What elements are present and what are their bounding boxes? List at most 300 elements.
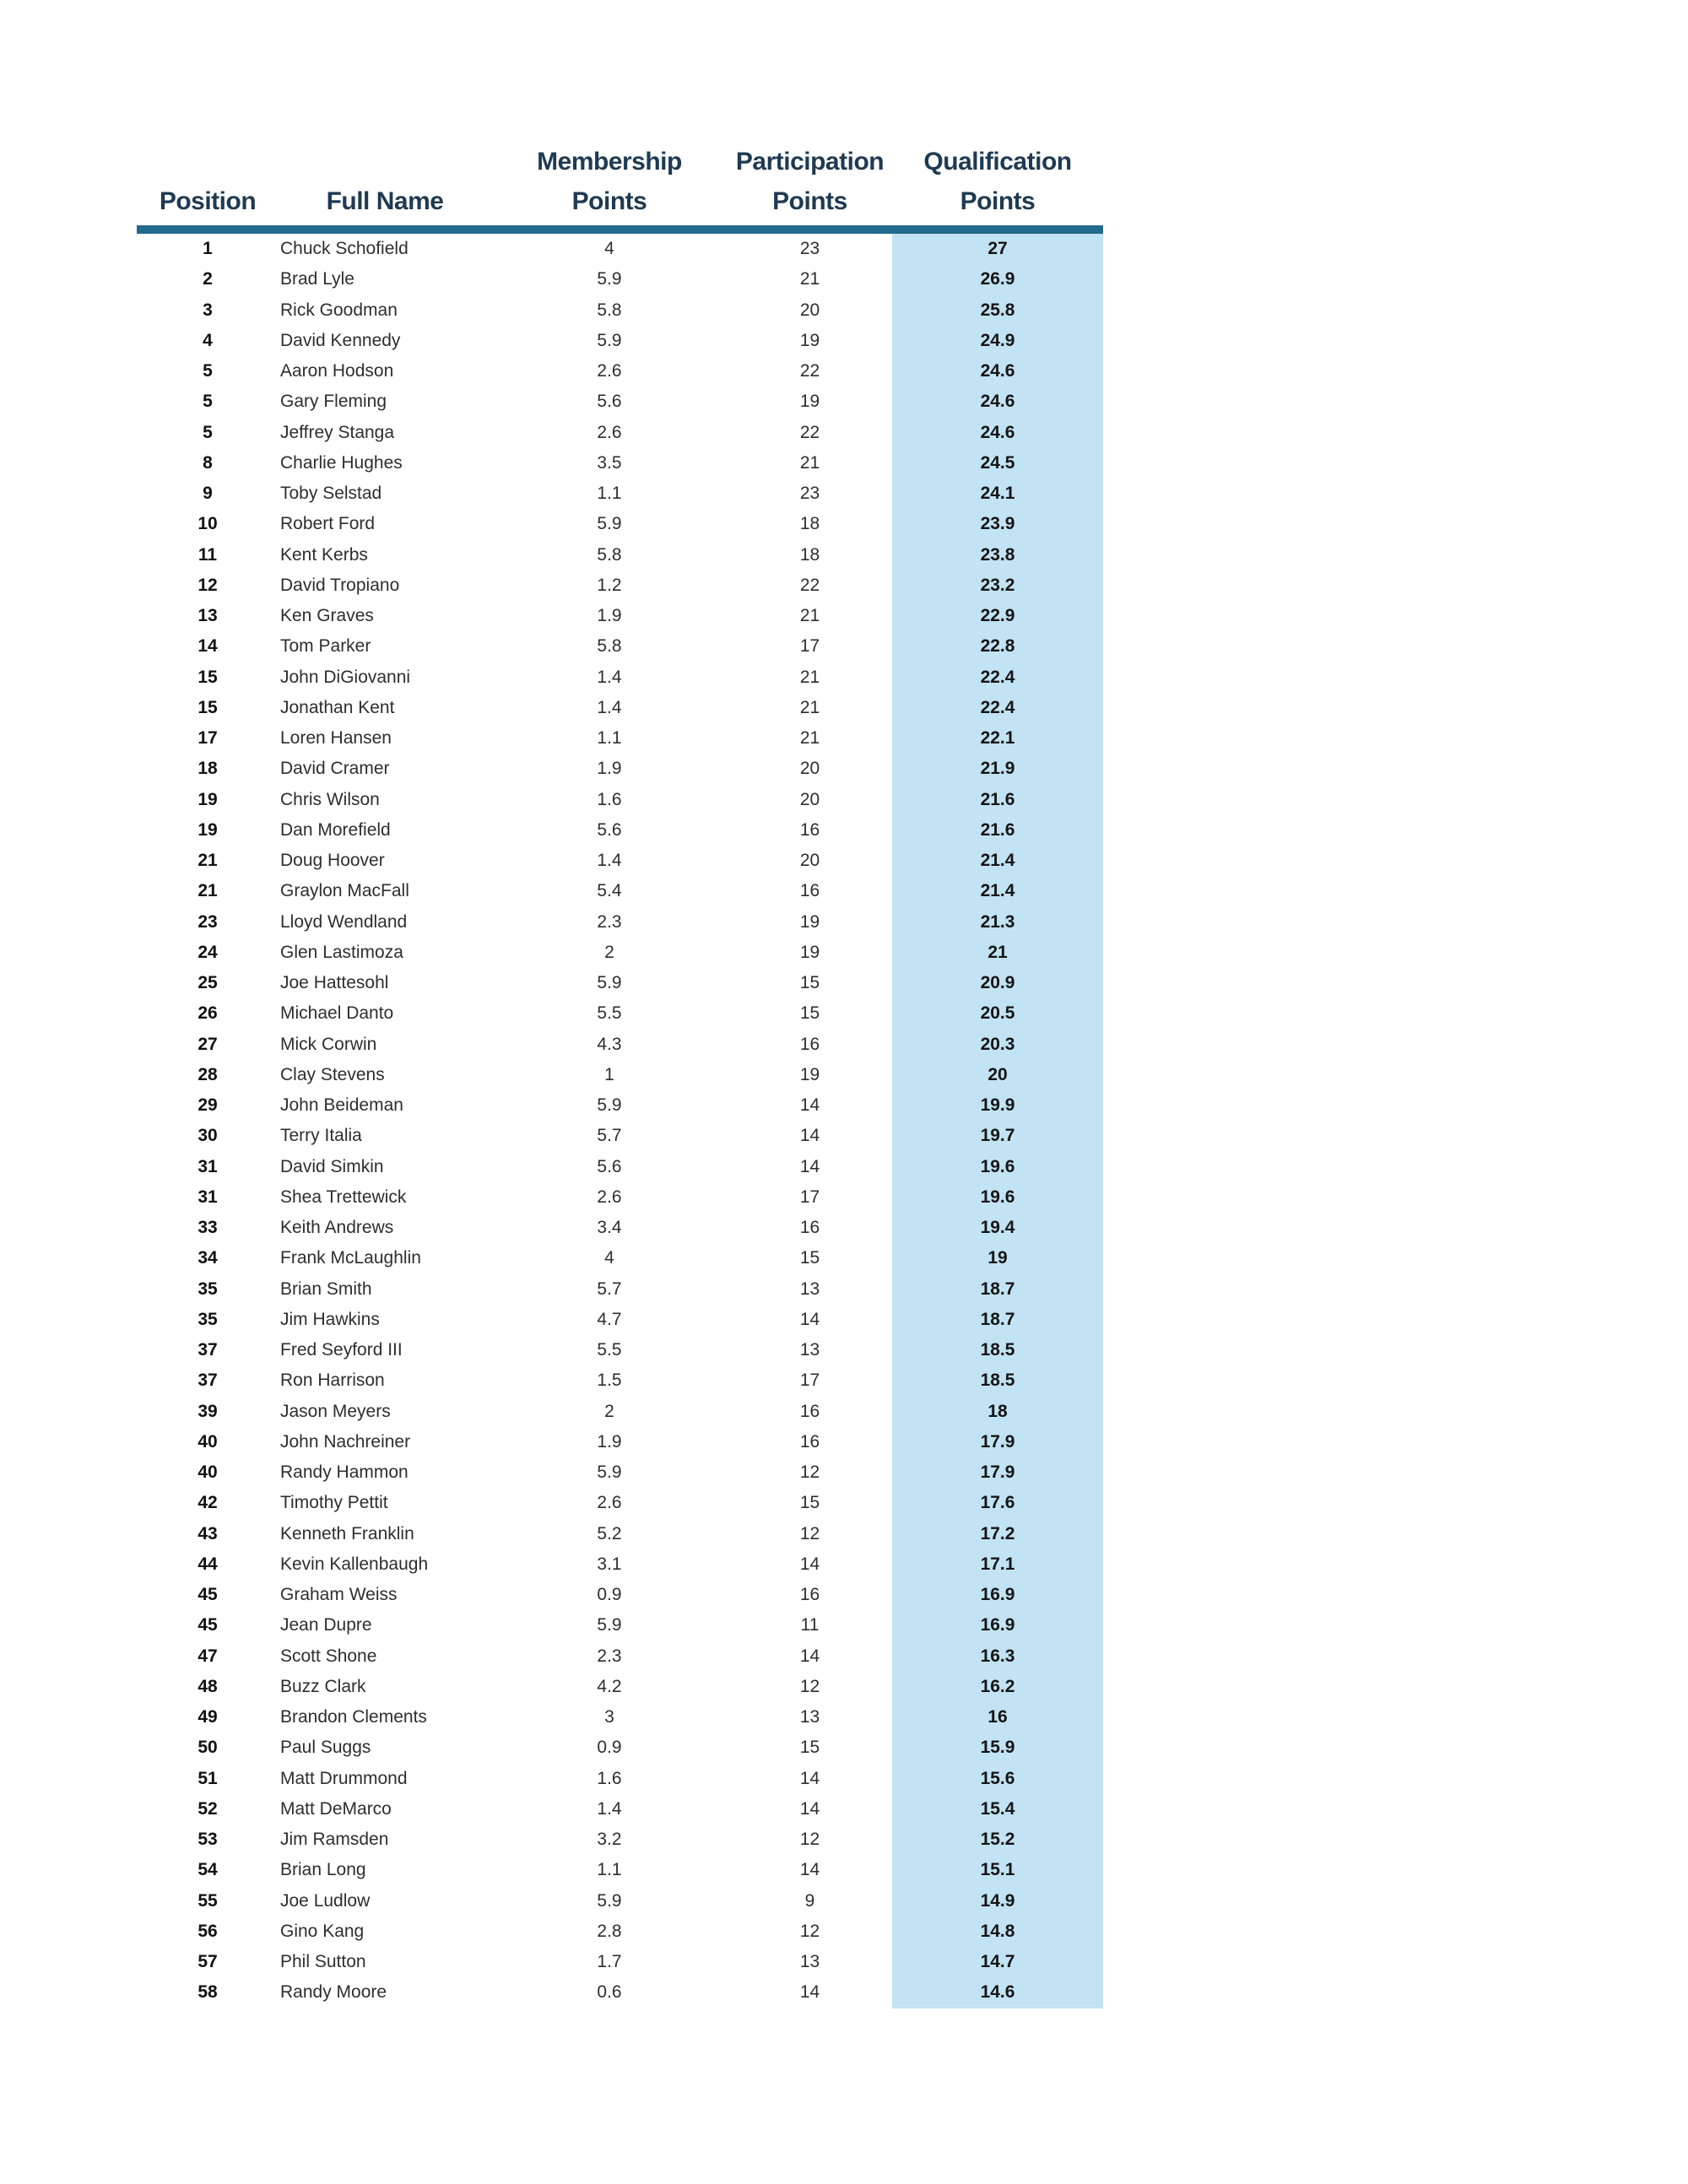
membership-points-cell: 5.5 <box>597 1340 622 1360</box>
full-name-cell: Clay Stevens <box>280 1064 385 1084</box>
full-name-cell: Joe Ludlow <box>280 1890 371 1911</box>
header-rule-bar <box>137 225 1103 234</box>
table-body <box>137 234 1103 2008</box>
full-name-cell: David Simkin <box>280 1156 384 1176</box>
table-row <box>137 234 1103 264</box>
participation-points-cell: 21 <box>799 452 820 473</box>
full-name-cell: Scott Shone <box>280 1646 377 1666</box>
participation-points-cell: 20 <box>799 300 820 320</box>
table-row <box>137 264 1103 295</box>
qualification-points-cell: 20.5 <box>892 998 1103 1029</box>
table-row <box>137 1764 1103 1794</box>
full-name-cell: Lloyd Wendland <box>280 911 408 932</box>
full-name-cell: Dan Morefield <box>280 819 391 840</box>
table-row <box>137 938 1103 968</box>
qualification-points-cell: 18 <box>892 1397 1103 1427</box>
membership-points-cell: 1.9 <box>597 606 622 626</box>
table-row <box>137 1365 1103 1396</box>
position-cell: 52 <box>197 1798 218 1819</box>
full-name-cell: Robert Ford <box>280 514 376 534</box>
qualification-points-cell: 21 <box>892 938 1103 968</box>
column-header-participation-points <box>728 142 892 221</box>
table-row <box>137 1641 1103 1672</box>
participation-points-cell: 19 <box>799 911 820 932</box>
full-name-cell: Graylon MacFall <box>280 881 409 901</box>
qualification-points-cell: 14.7 <box>892 1947 1103 1977</box>
table-row <box>137 876 1103 906</box>
table-row <box>137 295 1103 326</box>
position-cell: 15 <box>197 667 218 687</box>
full-name-cell: Matt DeMarco <box>280 1798 392 1819</box>
qualification-points-cell: 16.9 <box>892 1580 1103 1610</box>
column-header-membership-points <box>491 142 728 221</box>
membership-points-cell: 4 <box>604 1248 614 1268</box>
membership-points-cell: 5.9 <box>597 1095 622 1116</box>
full-name-cell: Jim Hawkins <box>280 1309 380 1329</box>
participation-points-cell: 14 <box>799 1646 820 1666</box>
table-row <box>137 356 1103 387</box>
qualification-points-cell: 22.8 <box>892 631 1103 662</box>
qualification-points-cell: 18.5 <box>892 1365 1103 1396</box>
participation-points-cell: 12 <box>799 1462 820 1483</box>
membership-points-cell: 3 <box>604 1707 614 1727</box>
table-row <box>137 387 1103 417</box>
participation-points-cell: 19 <box>799 942 820 962</box>
participation-points-cell: 14 <box>799 1798 820 1819</box>
position-cell: 9 <box>203 484 213 504</box>
membership-points-cell: 2 <box>604 942 614 962</box>
table-row <box>137 1580 1103 1610</box>
qualification-points-cell: 22.1 <box>892 723 1103 754</box>
table-row <box>137 785 1103 815</box>
membership-points-cell: 5.6 <box>597 1156 622 1176</box>
participation-points-cell: 19 <box>799 392 820 412</box>
participation-points-cell: 14 <box>799 1768 820 1788</box>
membership-points-cell: 5.7 <box>597 1279 622 1299</box>
position-cell: 13 <box>197 606 218 626</box>
membership-points-cell: 1.7 <box>597 1952 622 1972</box>
membership-points-cell: 1.9 <box>597 759 622 779</box>
position-cell: 1 <box>203 239 213 259</box>
qualification-points-cell: 19.6 <box>892 1152 1103 1182</box>
membership-points-cell: 1.5 <box>597 1370 622 1391</box>
membership-points-cell: 1.1 <box>597 728 622 749</box>
table-header-row <box>137 142 1103 221</box>
full-name-cell: Jean Dupre <box>280 1615 372 1635</box>
participation-points-cell: 17 <box>799 636 820 657</box>
participation-points-cell: 19 <box>799 330 820 350</box>
full-name-cell: David Tropiano <box>280 575 400 595</box>
position-cell: 29 <box>197 1095 218 1116</box>
full-name-cell: David Cramer <box>280 759 390 779</box>
participation-points-cell: 20 <box>799 789 820 809</box>
participation-points-cell: 22 <box>799 575 820 595</box>
membership-points-cell: 5.9 <box>597 1890 622 1911</box>
position-cell: 48 <box>197 1676 218 1696</box>
position-cell: 27 <box>197 1034 218 1054</box>
position-cell: 55 <box>197 1890 218 1911</box>
qualification-points-cell: 17.9 <box>892 1457 1103 1488</box>
full-name-cell: Jason Meyers <box>280 1401 391 1421</box>
participation-points-cell: 14 <box>799 1126 820 1146</box>
table-row <box>137 326 1103 356</box>
qualification-points-cell: 24.6 <box>892 356 1103 387</box>
participation-points-cell: 14 <box>799 1309 820 1329</box>
qualification-points-cell: 23.9 <box>892 509 1103 539</box>
participation-points-cell: 14 <box>799 1982 820 2003</box>
header-line1: Qualification <box>923 148 1072 176</box>
full-name-cell: Kevin Kallenbaugh <box>280 1554 429 1574</box>
membership-points-cell: 1.4 <box>597 667 622 687</box>
membership-points-cell: 5.9 <box>597 973 622 993</box>
qualification-points-cell: 23.2 <box>892 570 1103 601</box>
qualification-points-cell: 17.6 <box>892 1488 1103 1518</box>
position-cell: 5 <box>203 361 213 381</box>
membership-points-cell: 0.9 <box>597 1738 622 1758</box>
membership-points-cell: 2.6 <box>597 1187 622 1207</box>
participation-points-cell: 15 <box>799 1738 820 1758</box>
full-name-cell: John Nachreiner <box>280 1431 411 1451</box>
position-cell: 45 <box>197 1615 218 1635</box>
table-row <box>137 601 1103 631</box>
position-cell: 47 <box>197 1646 218 1666</box>
participation-points-cell: 15 <box>799 973 820 993</box>
qualification-points-cell: 17.1 <box>892 1549 1103 1580</box>
table-row <box>137 907 1103 938</box>
table-row <box>137 846 1103 876</box>
participation-points-cell: 12 <box>799 1830 820 1850</box>
participation-points-cell: 16 <box>799 1034 820 1054</box>
position-cell: 40 <box>197 1462 218 1483</box>
full-name-cell: Timothy Pettit <box>280 1493 388 1513</box>
position-cell: 40 <box>197 1431 218 1451</box>
participation-points-cell: 19 <box>799 1064 820 1084</box>
membership-points-cell: 5.2 <box>597 1523 622 1543</box>
position-cell: 24 <box>197 942 218 962</box>
qualification-points-cell: 17.2 <box>892 1519 1103 1549</box>
membership-points-cell: 4.7 <box>597 1309 622 1329</box>
full-name-cell: Fred Seyford III <box>280 1340 403 1360</box>
full-name-cell: Tom Parker <box>280 636 371 657</box>
header-line2: Position <box>159 187 257 215</box>
header-line2: Points <box>960 187 1036 215</box>
position-cell: 30 <box>197 1126 218 1146</box>
qualification-points-cell: 19.9 <box>892 1090 1103 1121</box>
table-row <box>137 1610 1103 1641</box>
membership-points-cell: 2 <box>604 1401 614 1421</box>
membership-points-cell: 1.6 <box>597 789 622 809</box>
header-line1: Membership <box>537 148 682 176</box>
table-row <box>137 1305 1103 1335</box>
participation-points-cell: 13 <box>799 1279 820 1299</box>
qualification-points-cell: 21.4 <box>892 846 1103 876</box>
participation-points-cell: 14 <box>799 1554 820 1574</box>
table-row <box>137 1427 1103 1457</box>
table-row <box>137 1855 1103 1885</box>
full-name-cell: Aaron Hodson <box>280 361 394 381</box>
full-name-cell: Kent Kerbs <box>280 544 368 565</box>
position-cell: 25 <box>197 973 218 993</box>
membership-points-cell: 5.4 <box>597 881 622 901</box>
table-row <box>137 1733 1103 1763</box>
column-header-full-name <box>279 142 491 221</box>
membership-points-cell: 1.2 <box>597 575 622 595</box>
participation-points-cell: 12 <box>799 1921 820 1941</box>
qualification-points-cell: 16.2 <box>892 1672 1103 1702</box>
qualification-points-cell: 23.8 <box>892 540 1103 570</box>
full-name-cell: Frank McLaughlin <box>280 1248 421 1268</box>
table-row <box>137 693 1103 723</box>
position-cell: 57 <box>197 1952 218 1972</box>
participation-points-cell: 17 <box>799 1370 820 1391</box>
qualification-points-cell: 22.4 <box>892 693 1103 723</box>
table-row <box>137 1121 1103 1151</box>
position-cell: 17 <box>197 728 218 749</box>
participation-points-cell: 21 <box>799 606 820 626</box>
position-cell: 15 <box>197 697 218 717</box>
membership-points-cell: 0.9 <box>597 1585 622 1605</box>
participation-points-cell: 16 <box>799 1585 820 1605</box>
position-cell: 35 <box>197 1309 218 1329</box>
membership-points-cell: 5.6 <box>597 819 622 840</box>
header-line1: Participation <box>735 148 885 176</box>
full-name-cell: Loren Hansen <box>280 728 392 749</box>
position-cell: 42 <box>197 1493 218 1513</box>
table-row <box>137 968 1103 998</box>
table-row <box>137 631 1103 662</box>
membership-points-cell: 1.1 <box>597 1860 622 1880</box>
table-row <box>137 1060 1103 1090</box>
position-cell: 19 <box>197 819 218 840</box>
full-name-cell: Paul Suggs <box>280 1738 371 1758</box>
qualification-points-cell: 15.1 <box>892 1855 1103 1885</box>
qualification-points-cell: 14.9 <box>892 1886 1103 1916</box>
full-name-cell: Brad Lyle <box>280 269 354 289</box>
participation-points-cell: 15 <box>799 1493 820 1513</box>
column-header-qualification-points <box>892 142 1103 221</box>
full-name-cell: Phil Sutton <box>280 1952 366 1972</box>
qualification-points-cell: 27 <box>892 234 1103 264</box>
membership-points-cell: 1.4 <box>597 851 622 871</box>
membership-points-cell: 5.9 <box>597 1462 622 1483</box>
participation-points-cell: 12 <box>799 1523 820 1543</box>
participation-points-cell: 21 <box>799 269 820 289</box>
membership-points-cell: 5.9 <box>597 330 622 350</box>
membership-points-cell: 3.2 <box>597 1830 622 1850</box>
membership-points-cell: 3.5 <box>597 452 622 473</box>
qualification-points-cell: 18.7 <box>892 1305 1103 1335</box>
qualification-points-cell: 21.6 <box>892 785 1103 815</box>
qualification-points-cell: 22.4 <box>892 662 1103 693</box>
position-cell: 31 <box>197 1156 218 1176</box>
membership-points-cell: 2.6 <box>597 361 622 381</box>
table-row <box>137 1672 1103 1702</box>
full-name-cell: Jonathan Kent <box>280 697 395 717</box>
participation-points-cell: 14 <box>799 1860 820 1880</box>
participation-points-cell: 15 <box>799 1248 820 1268</box>
table-row <box>137 1702 1103 1733</box>
membership-points-cell: 4.2 <box>597 1676 622 1696</box>
qualification-points-cell: 21.4 <box>892 876 1103 906</box>
position-cell: 33 <box>197 1218 218 1238</box>
table-row <box>137 418 1103 448</box>
header-line2: Points <box>772 187 847 215</box>
table-row <box>137 540 1103 570</box>
qualification-points-cell: 22.9 <box>892 601 1103 631</box>
qualification-points-cell: 19 <box>892 1243 1103 1273</box>
full-name-cell: David Kennedy <box>280 330 401 350</box>
header-line2: Full Name <box>326 187 444 215</box>
table-row <box>137 815 1103 846</box>
qualification-points-cell: 19.7 <box>892 1121 1103 1151</box>
participation-points-cell: 18 <box>799 544 820 565</box>
full-name-cell: Rick Goodman <box>280 300 398 320</box>
position-cell: 53 <box>197 1830 218 1850</box>
qualification-points-cell: 20.3 <box>892 1030 1103 1060</box>
membership-points-cell: 3.1 <box>597 1554 622 1574</box>
qualification-points-cell: 21.3 <box>892 907 1103 938</box>
table-row <box>137 1916 1103 1947</box>
full-name-cell: Terry Italia <box>280 1126 362 1146</box>
position-cell: 56 <box>197 1921 218 1941</box>
position-cell: 44 <box>197 1554 218 1574</box>
participation-points-cell: 12 <box>799 1676 820 1696</box>
table-row <box>137 754 1103 784</box>
qualification-points-cell: 24.6 <box>892 418 1103 448</box>
participation-points-cell: 20 <box>799 851 820 871</box>
position-cell: 35 <box>197 1279 218 1299</box>
membership-points-cell: 2.6 <box>597 1493 622 1513</box>
full-name-cell: John Beideman <box>280 1095 403 1116</box>
participation-points-cell: 21 <box>799 728 820 749</box>
table-row <box>137 1825 1103 1855</box>
membership-points-cell: 1.1 <box>597 484 622 504</box>
full-name-cell: Randy Moore <box>280 1982 387 2003</box>
qualification-points-cell: 24.1 <box>892 478 1103 509</box>
position-cell: 23 <box>197 911 218 932</box>
membership-points-cell: 4.3 <box>597 1034 622 1054</box>
participation-points-cell: 13 <box>799 1952 820 1972</box>
membership-points-cell: 1 <box>604 1064 614 1084</box>
membership-points-cell: 1.9 <box>597 1431 622 1451</box>
participation-points-cell: 22 <box>799 422 820 442</box>
membership-points-cell: 5.8 <box>597 636 622 657</box>
membership-points-cell: 1.4 <box>597 697 622 717</box>
qualification-points-cell: 19.4 <box>892 1213 1103 1243</box>
full-name-cell: Randy Hammon <box>280 1462 408 1483</box>
membership-points-cell: 0.6 <box>597 1982 622 2003</box>
qualification-points-cell: 16.9 <box>892 1610 1103 1641</box>
position-cell: 8 <box>203 452 213 473</box>
participation-points-cell: 16 <box>799 1401 820 1421</box>
full-name-cell: Toby Selstad <box>280 484 382 504</box>
position-cell: 4 <box>203 330 213 350</box>
participation-points-cell: 15 <box>799 1003 820 1024</box>
qualification-points-cell: 15.6 <box>892 1764 1103 1794</box>
participation-points-cell: 16 <box>799 1431 820 1451</box>
membership-points-cell: 5.9 <box>597 514 622 534</box>
full-name-cell: Graham Weiss <box>280 1585 398 1605</box>
participation-points-cell: 23 <box>799 239 820 259</box>
full-name-cell: Ron Harrison <box>280 1370 385 1391</box>
table-row <box>137 1243 1103 1273</box>
qualification-points-cell: 17.9 <box>892 1427 1103 1457</box>
full-name-cell: Shea Trettewick <box>280 1187 407 1207</box>
full-name-cell: Mick Corwin <box>280 1034 377 1054</box>
table-row <box>137 1152 1103 1182</box>
qualification-points-cell: 15.2 <box>892 1825 1103 1855</box>
participation-points-cell: 16 <box>799 1218 820 1238</box>
participation-points-cell: 21 <box>799 697 820 717</box>
membership-points-cell: 2.3 <box>597 911 622 932</box>
full-name-cell: Brian Smith <box>280 1279 372 1299</box>
position-cell: 14 <box>197 636 218 657</box>
full-name-cell: Joe Hattesohl <box>280 973 389 993</box>
full-name-cell: Gino Kang <box>280 1921 365 1941</box>
table-row <box>137 723 1103 754</box>
full-name-cell: Gary Fleming <box>280 392 387 412</box>
full-name-cell: Matt Drummond <box>280 1768 408 1788</box>
participation-points-cell: 11 <box>800 1615 820 1635</box>
full-name-cell: Charlie Hughes <box>280 452 403 473</box>
position-cell: 51 <box>197 1768 218 1788</box>
table-row <box>137 1030 1103 1060</box>
membership-points-cell: 2.6 <box>597 422 622 442</box>
table-row <box>137 1947 1103 1977</box>
membership-points-cell: 5.9 <box>597 269 622 289</box>
qualification-points-cell: 26.9 <box>892 264 1103 295</box>
participation-points-cell: 9 <box>804 1890 815 1911</box>
qualification-points-cell: 14.6 <box>892 1977 1103 2008</box>
participation-points-cell: 23 <box>799 484 820 504</box>
position-cell: 50 <box>197 1738 218 1758</box>
membership-points-cell: 5.6 <box>597 392 622 412</box>
participation-points-cell: 13 <box>799 1707 820 1727</box>
table-row <box>137 1090 1103 1121</box>
qualification-points-cell: 16.3 <box>892 1641 1103 1672</box>
position-cell: 3 <box>203 300 213 320</box>
qualification-points-cell: 24.6 <box>892 387 1103 417</box>
position-cell: 21 <box>197 851 218 871</box>
membership-points-cell: 5.5 <box>597 1003 622 1024</box>
position-cell: 28 <box>197 1064 218 1084</box>
table-row <box>137 998 1103 1029</box>
membership-points-cell: 2.8 <box>597 1921 622 1941</box>
membership-points-cell: 5.9 <box>597 1615 622 1635</box>
qualification-points-cell: 19.6 <box>892 1182 1103 1213</box>
table-row <box>137 1519 1103 1549</box>
full-name-cell: Jim Ramsden <box>280 1830 389 1850</box>
table-row <box>137 1213 1103 1243</box>
full-name-cell: Buzz Clark <box>280 1676 366 1696</box>
position-cell: 5 <box>203 422 213 442</box>
qualification-points-cell: 20.9 <box>892 968 1103 998</box>
full-name-cell: John DiGiovanni <box>280 667 411 687</box>
membership-points-cell: 5.7 <box>597 1126 622 1146</box>
participation-points-cell: 13 <box>799 1340 820 1360</box>
participation-points-cell: 22 <box>799 361 820 381</box>
qualification-points-cell: 25.8 <box>892 295 1103 326</box>
participation-points-cell: 21 <box>799 667 820 687</box>
full-name-cell: Chris Wilson <box>280 789 380 809</box>
position-cell: 34 <box>197 1248 218 1268</box>
qualification-points-table <box>137 142 1103 2008</box>
table-row <box>137 1335 1103 1365</box>
full-name-cell: Michael Danto <box>280 1003 394 1024</box>
full-name-cell: Ken Graves <box>280 606 374 626</box>
membership-points-cell: 5.8 <box>597 300 622 320</box>
full-name-cell: Jeffrey Stanga <box>280 422 395 442</box>
